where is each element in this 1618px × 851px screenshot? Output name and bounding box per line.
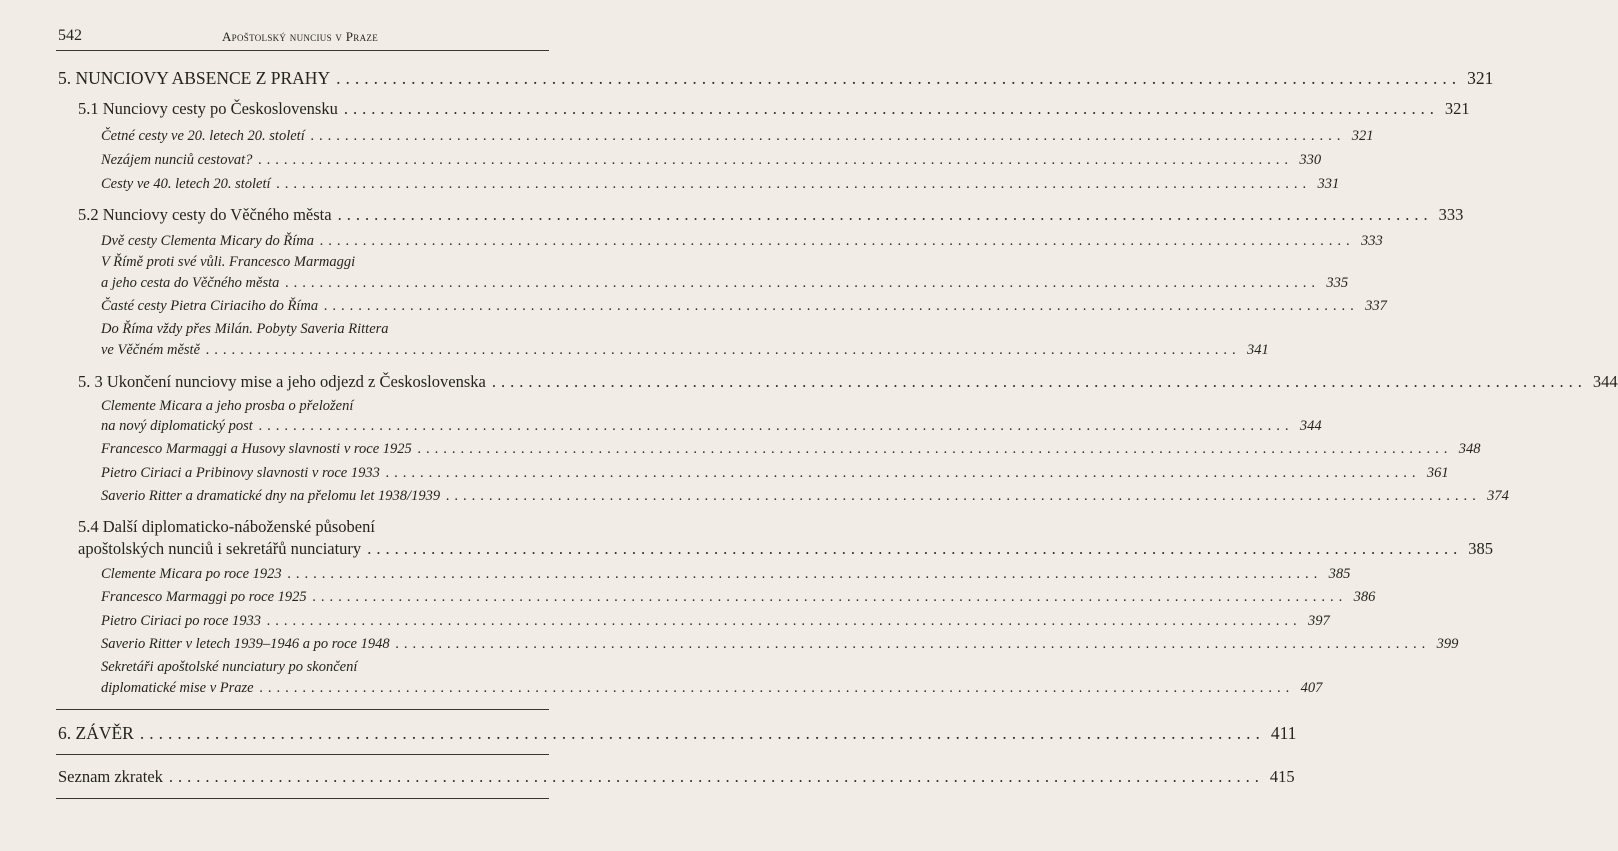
toc-subsection[interactable]	[101, 233, 1383, 250]
toc-entry-title: 5.1 Nunciovy cesty po Československu	[78, 99, 338, 118]
leader-dots: ........................................................................................................................	[417, 441, 1453, 457]
running-title: Apoštolský nuncius v Praze	[221, 29, 378, 44]
leader-dots: ........................................................................................................................	[276, 176, 1312, 192]
page-number: 542	[58, 27, 82, 44]
leader-dots: ........................................................................................................................	[491, 372, 1587, 391]
toc-entry-title: Cesty ve 40. letech 20. století	[101, 176, 271, 192]
toc-entry-page: 341	[1247, 342, 1269, 358]
toc-entry-title: Pietro Ciriaci po roce 1933	[101, 613, 262, 629]
toc-entry-title: Četné cesty ve 20. letech 20. století	[101, 128, 305, 144]
leader-dots: ........................................................................................................................	[285, 275, 1321, 291]
leader-dots: ........................................................................................................................	[312, 589, 1348, 605]
toc-entry-title: Clemente Micara po roce 1923	[101, 566, 282, 582]
toc-subsection-line1: Clemente Micara a jeho prosba o přeložení	[101, 398, 354, 414]
toc-subsection[interactable]	[101, 298, 1387, 315]
toc-entry-page: 385	[1468, 539, 1493, 558]
leader-dots: ........................................................................................................................	[206, 342, 1242, 358]
toc-entry-page: 385	[1328, 566, 1351, 582]
leader-dots: ........................................................................................................................	[446, 488, 1482, 504]
toc-entry-page: 333	[1361, 233, 1383, 249]
toc-entry-title: Francesco Marmaggi a Husovy slavnosti v roce 1925	[101, 441, 412, 457]
leader-dots: ........................................................................................................................	[324, 298, 1360, 314]
toc-subsection[interactable]	[101, 488, 1509, 505]
toc-entry-title: diplomatické mise v Praze	[101, 680, 254, 696]
toc-subsection[interactable]	[101, 418, 1322, 435]
leader-dots: ........................................................................................................................	[258, 418, 1294, 434]
toc-entry-page: 321	[1351, 128, 1374, 144]
toc-entry-page: 386	[1353, 589, 1376, 605]
toc-subsection[interactable]	[101, 152, 1322, 169]
toc-subsection[interactable]	[101, 342, 1269, 359]
toc-entry-page: 407	[1300, 680, 1323, 696]
leader-dots: ........................................................................................................................	[139, 723, 1265, 743]
toc-entry-title: na nový diplomatický post	[101, 418, 253, 434]
leader-dots: ........................................................................................................................	[336, 68, 1462, 88]
toc-abbreviations[interactable]	[58, 767, 1295, 787]
toc-subsection[interactable]	[101, 613, 1330, 630]
toc-subsection[interactable]	[101, 176, 1340, 193]
toc-subsection[interactable]	[101, 636, 1459, 653]
toc-section-5-4-line1: 5.4 Další diplomaticko-náboženské působení	[78, 517, 375, 536]
toc-section-5-2[interactable]	[78, 205, 1464, 225]
toc-subsection[interactable]	[101, 566, 1351, 583]
toc-subsection[interactable]	[101, 441, 1481, 458]
toc-entry-title: a jeho cesta do Věčného města	[101, 275, 280, 291]
toc-entry-page: 337	[1365, 298, 1387, 314]
toc-entry-title: ve Věčném městě	[101, 342, 201, 358]
toc-entry-title: Pietro Ciriaci a Pribinovy slavnosti v roce 1933	[101, 465, 380, 481]
toc-entry-page: 335	[1326, 275, 1349, 291]
toc-entry-page: 321	[1467, 68, 1494, 88]
leader-dots: ........................................................................................................................	[337, 205, 1433, 224]
leader-dots: ........................................................................................................................	[168, 767, 1264, 786]
leader-dots: ........................................................................................................................	[343, 99, 1439, 118]
toc-entry-title: 6. ZÁVĚR	[58, 723, 134, 743]
toc-section-5-4[interactable]	[78, 539, 1493, 559]
toc-entry-page: 331	[1317, 176, 1340, 192]
leader-dots: ........................................................................................................................	[395, 636, 1431, 652]
toc-chapter-5[interactable]	[58, 68, 1494, 89]
section-divider	[56, 754, 549, 755]
toc-entry-page: 321	[1444, 99, 1470, 118]
header-rule	[56, 50, 549, 51]
leader-dots: ........................................................................................................................	[258, 152, 1294, 168]
toc-entry-title: Dvě cesty Clementa Micary do Říma	[101, 233, 314, 249]
toc-entry-title: 5.2 Nunciovy cesty do Věčného města	[78, 205, 332, 224]
toc-entry-title: Časté cesty Pietra Ciriaciho do Říma	[101, 298, 319, 314]
toc-entry-title: 5. NUNCIOVY ABSENCE Z PRAHY	[58, 68, 331, 88]
leader-dots: ........................................................................................................................	[385, 465, 1421, 481]
toc-entry-title: Saverio Ritter v letech 1939–1946 a po roce 1948	[101, 636, 390, 652]
toc-subsection[interactable]	[101, 465, 1449, 482]
leader-dots: ........................................................................................................................	[259, 680, 1295, 696]
section-divider	[56, 709, 549, 710]
toc-entry-page: 399	[1436, 636, 1459, 652]
leader-dots: ........................................................................................................................	[287, 566, 1323, 582]
toc-entry-title: Nezájem nunciů cestovat?	[101, 152, 253, 168]
toc-entry-page: 415	[1269, 767, 1295, 786]
toc-section-5-1[interactable]	[78, 99, 1470, 119]
toc-entry-page: 330	[1299, 152, 1322, 168]
toc-entry-page: 344	[1592, 372, 1618, 391]
toc-entry-title: Francesco Marmaggi po roce 1925	[101, 589, 307, 605]
leader-dots: ........................................................................................................................	[320, 233, 1355, 249]
toc-subsection-line1: V Římě proti své vůli. Francesco Marmaggi	[101, 254, 356, 270]
toc-entry-page: 344	[1299, 418, 1322, 434]
toc-subsection[interactable]	[101, 275, 1349, 292]
leader-dots: ........................................................................................................................	[267, 613, 1303, 629]
toc-entry-page: 361	[1426, 465, 1449, 481]
toc-section-5-3[interactable]	[78, 372, 1618, 392]
toc-entry-page: 333	[1438, 205, 1464, 224]
toc-entry-page: 348	[1458, 441, 1481, 457]
toc-entry-page: 374	[1487, 488, 1509, 504]
toc-entry-page: 411	[1270, 723, 1297, 743]
toc-chapter-6[interactable]	[58, 723, 1297, 744]
toc-subsection[interactable]	[101, 680, 1323, 697]
leader-dots: ........................................................................................................................	[310, 128, 1346, 144]
toc-entry-title: Saverio Ritter a dramatické dny na přelomu let 1938/1939	[101, 488, 441, 504]
toc-subsection-line1: Do Říma vždy přes Milán. Pobyty Saveria Rittera	[101, 321, 389, 337]
leader-dots: ........................................................................................................................	[367, 539, 1463, 558]
toc-subsection[interactable]	[101, 128, 1374, 145]
toc-subsection[interactable]	[101, 589, 1376, 606]
toc-entry-title: 5. 3 Ukončení nunciovy mise a jeho odjezd z Československa	[78, 372, 486, 391]
toc-entry-title: Seznam zkratek	[58, 767, 163, 786]
section-divider	[56, 798, 549, 799]
toc-subsection-line1: Sekretáři apoštolské nunciatury po skončení	[101, 659, 358, 675]
toc-entry-title: apoštolských nunciů i sekretářů nunciatury	[78, 539, 362, 558]
toc-entry-page: 397	[1308, 613, 1330, 629]
